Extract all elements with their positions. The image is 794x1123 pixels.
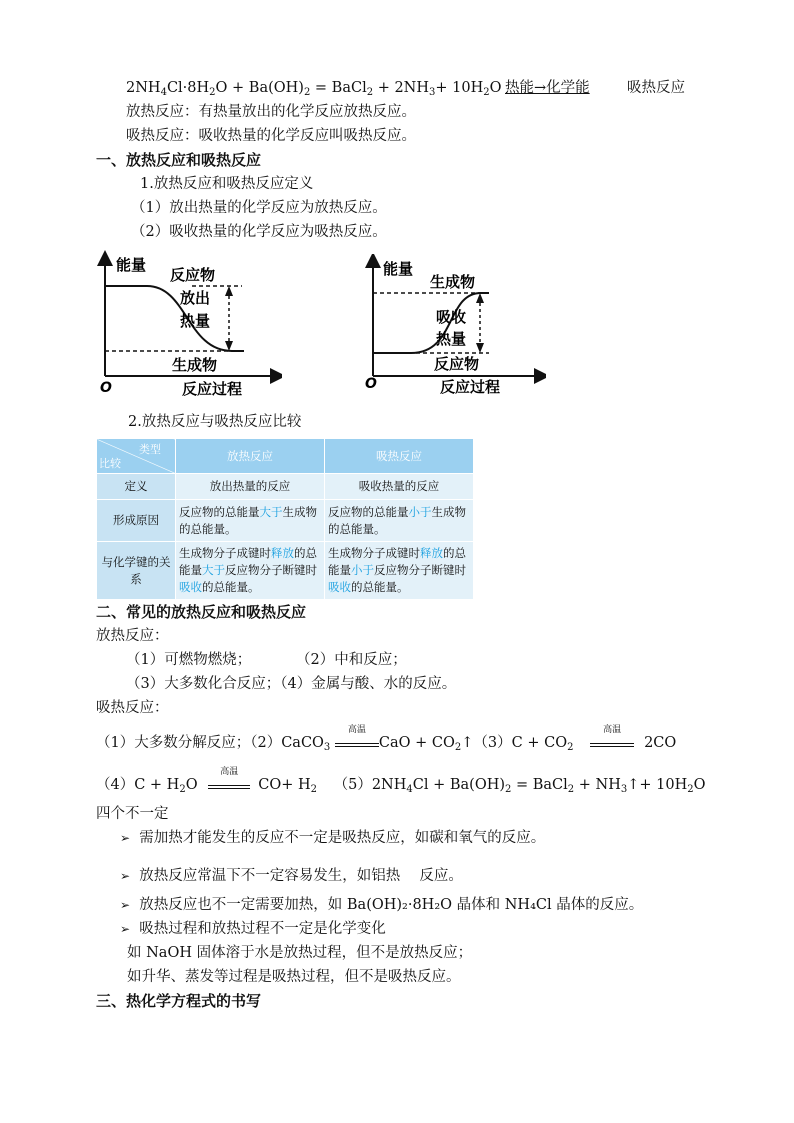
four-uncertain-title: 四个不一定: [96, 806, 169, 822]
cell-text: 生成物的总能量。: [179, 504, 317, 536]
energy-conversion: 热能→化学能: [505, 80, 590, 96]
eq-sub: 2: [567, 784, 575, 795]
double-line: [590, 743, 634, 747]
highlight-text: 大于: [202, 563, 225, 577]
row-label-definition: 定义: [97, 474, 176, 500]
endothermic-equation-line-1: [96, 725, 677, 758]
highlight-text: 吸收: [328, 580, 351, 594]
eq-sub: 4: [160, 87, 167, 98]
eq-sub: 2: [303, 87, 311, 98]
cell-text: 反应物的总能量: [179, 504, 260, 519]
cell-text: 反应物分子断键时: [225, 563, 317, 577]
eq-part: + 10H: [435, 80, 484, 96]
eq-sub: 2: [366, 87, 374, 98]
condition-label: 高温: [603, 725, 622, 735]
heat-label-1: 放出: [180, 289, 211, 307]
note-line-1: 如 NaOH 固体溶于水是放热过程，但不是放热反应；: [127, 945, 473, 961]
heat-arrow-head-down: [476, 343, 484, 353]
bullet-item: [120, 866, 463, 886]
condition-label: 高温: [220, 767, 239, 777]
heat-label-2: 热量: [436, 330, 467, 348]
highlight-text: 大于: [259, 504, 283, 519]
origin-label: O: [365, 376, 377, 392]
eq-sub: 3: [323, 742, 331, 753]
heat-label-2: 热量: [180, 312, 211, 330]
product-label: 生成物: [172, 356, 218, 374]
highlight-text: 小于: [351, 563, 374, 577]
y-axis-label: 能量: [116, 256, 147, 274]
corner-bottom-label: 比较: [99, 457, 121, 470]
eq-part: ↑+ 10H: [627, 777, 688, 793]
eq-part: + 2NH: [373, 80, 430, 96]
eq-sub: 2: [454, 742, 462, 753]
eq-sub: 2: [209, 87, 216, 98]
double-line: [208, 785, 250, 789]
condition-label: 高温: [347, 725, 366, 735]
eq-part: Cl·8H: [166, 80, 210, 96]
arrow-bullet-icon: ➢: [120, 831, 131, 845]
section-heading-3: 三、热化学方程式的书写: [96, 992, 262, 1010]
exothermic-item-1: （1）可燃物燃烧；: [126, 652, 252, 668]
bullet-text: 放热反应也不一定需要加热，如 Ba(OH)₂·8H₂O 晶体和 NH₄Cl 晶体的反应。: [139, 897, 644, 913]
exothermic-energy-diagram: [92, 248, 282, 398]
arrow-bullet-icon: ➢: [120, 869, 131, 883]
origin-label: O: [100, 380, 112, 396]
eq-part: CO+ H: [258, 777, 311, 793]
exothermic-title: 放热反应：: [96, 628, 169, 644]
highlight-text: 释放: [420, 546, 443, 560]
energy-curve: [105, 286, 244, 351]
comparison-table: [96, 438, 474, 600]
cell-cause-endo: [325, 500, 474, 542]
eq-part: （5）2NH: [333, 777, 407, 793]
cell-text: 生成物分子成键时: [328, 546, 420, 560]
definition-item-1: （1）放出热量的化学反应为放热反应。: [131, 200, 387, 216]
row-label-cause: 形成原因: [97, 500, 176, 542]
heat-arrow-head-down: [225, 341, 233, 351]
bullet-item: [120, 895, 643, 915]
highlight-text: 释放: [271, 546, 294, 560]
cell-text: 反应物分子断键时: [374, 563, 466, 577]
bullet-text: 吸热过程和放热过程不一定是化学变化: [139, 921, 386, 937]
cell-cause-exo: [176, 500, 325, 542]
endothermic-energy-diagram: [356, 254, 546, 398]
eq-part: 2NH: [126, 80, 161, 96]
heat-arrow-head-up: [476, 293, 484, 303]
endothermic-title: 吸热反应：: [96, 700, 169, 716]
column-header-endothermic: 吸热反应: [325, 439, 474, 474]
section-heading-2: 二、常见的放热反应和吸热反应: [96, 603, 307, 621]
heat-arrow-head-up: [225, 286, 233, 296]
note-line-2: 如升华、蒸发等过程是吸热过程，但不是吸热反应。: [127, 969, 461, 985]
corner-top-label: 类型: [139, 443, 161, 456]
y-axis-label: 能量: [383, 260, 414, 278]
reactant-label: 反应物: [170, 266, 216, 284]
cell-text: 的总能量。: [351, 580, 409, 594]
eq-sub: 2: [483, 87, 490, 98]
column-header-exothermic: 放热反应: [176, 439, 325, 474]
row-label-bond-relation: 与化学键的关系: [97, 542, 176, 600]
eq-sub: 4: [406, 784, 413, 795]
highlight-text: 小于: [408, 504, 432, 519]
cell-text: 的总能量: [328, 546, 466, 577]
subheading-1: 1.放热反应和吸热反应定义: [140, 176, 314, 192]
exothermic-item-2: （2）中和反应；: [296, 652, 407, 668]
cell-text: 反应物的总能量: [328, 504, 409, 519]
product-label: 生成物: [430, 273, 476, 291]
condition-arrow: [590, 725, 634, 747]
eq-sub: 2: [310, 784, 317, 795]
eq-sub: 2: [567, 742, 574, 753]
endothermic-equation-line-2: [96, 767, 706, 800]
eq-part: （4）C + H: [96, 777, 180, 793]
cell-bond-endo: [325, 542, 474, 600]
bullet-text: 放热反应常温下不一定容易发生，如铝热 反应。: [139, 868, 463, 884]
condition-arrow: [208, 767, 250, 789]
eq-sub: 2: [687, 784, 694, 795]
x-axis-label: 反应过程: [440, 378, 501, 396]
exothermic-item-3: （3）大多数化合反应；（4）金属与酸、水的反应。: [126, 676, 457, 692]
definition-item-2: （2）吸收热量的化学反应为吸热反应。: [131, 224, 387, 240]
eq-part: = BaCl: [511, 777, 568, 793]
cell-definition-exo: 放出热量的反应: [176, 474, 325, 500]
cell-text: 的总能量: [179, 546, 317, 577]
eq-part: Cl + Ba(OH): [412, 777, 506, 793]
bullet-item: [120, 919, 386, 939]
eq-part: O: [693, 777, 706, 793]
section-heading-1: 一、放热反应和吸热反应: [96, 151, 262, 169]
eq-part: （1）大多数分解反应；（2）CaCO: [96, 735, 324, 751]
eq-part: O: [489, 80, 502, 96]
arrow-bullet-icon: ➢: [120, 898, 131, 912]
heat-label-1: 吸收: [436, 308, 467, 326]
eq-sub: 3: [429, 87, 436, 98]
eq-sub: 2: [179, 784, 186, 795]
definition-exothermic: 放热反应：有热量放出的化学反应放热反应。: [126, 104, 416, 120]
eq-part: CaO + CO: [378, 735, 455, 751]
reaction-type: 吸热反应: [627, 80, 685, 96]
arrow-bullet-icon: ➢: [120, 922, 131, 936]
reactant-label: 反应物: [434, 355, 480, 373]
double-line: [335, 743, 379, 747]
eq-part: 2CO: [644, 735, 677, 751]
subheading-2: 2.放热反应与吸热反应比较: [128, 414, 302, 430]
definition-endothermic: 吸热反应：吸收热量的化学反应叫吸热反应。: [126, 128, 416, 144]
cell-text: 生成物分子成键时: [179, 546, 271, 560]
eq-part: + NH: [574, 777, 621, 793]
cell-bond-exo: [176, 542, 325, 600]
eq-sub: 2: [505, 784, 512, 795]
eq-part: ↑（3）C + CO: [461, 735, 568, 751]
table-corner: [97, 439, 176, 474]
cell-definition-endo: 吸收热量的反应: [325, 474, 474, 500]
x-axis-label: 反应过程: [182, 380, 243, 398]
bullet-item: [120, 828, 545, 848]
eq-sub: 3: [620, 784, 628, 795]
eq-part: O: [185, 777, 198, 793]
bullet-text: 需加热才能发生的反应不一定是吸热反应，如碳和氧气的反应。: [139, 830, 546, 846]
cell-text: 生成物的总能量。: [328, 504, 466, 536]
highlight-text: 吸收: [179, 580, 202, 594]
cell-text: 的总能量。: [202, 580, 260, 594]
equation-line: [126, 78, 502, 103]
energy-curve: [373, 293, 489, 353]
eq-part: = BaCl: [310, 80, 367, 96]
eq-part: O + Ba(OH): [215, 80, 304, 96]
condition-arrow: [335, 725, 379, 747]
